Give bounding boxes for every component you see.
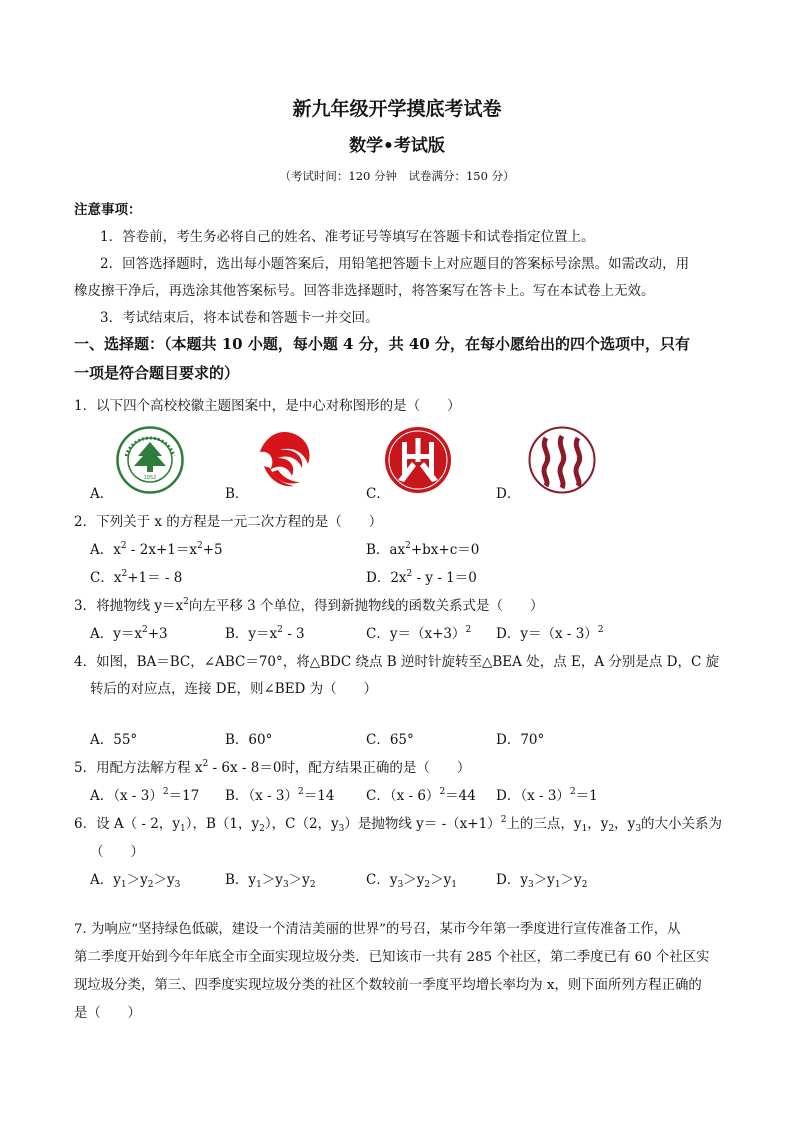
badge-red-swirl-icon xyxy=(250,426,318,494)
question-7-stem: 7. 为响应“坚持绿色低碳，建设一个清洁美丽的世界”的号召，某市今年第一季度进行宣传准备工作，从 xyxy=(74,922,681,937)
exam-subtitle: 数学•考试版 xyxy=(349,136,445,156)
badge-peking-university-icon xyxy=(384,426,452,494)
q4-option-b: B．60° xyxy=(225,732,273,748)
exam-title: 新九年级开学摸底考试卷 xyxy=(292,98,502,120)
q6-option-a: A．$y_1>y_2>y_3$ xyxy=(90,872,181,890)
q6-option-d: D．$y_3>y_1>y_2$ xyxy=(496,872,588,890)
q2-option-c: C．$x^2+1= - 8$ xyxy=(90,569,183,586)
q1-option-d: D． xyxy=(496,486,521,502)
badge-flame-icon xyxy=(528,426,596,494)
question-1-stem: 1．以下四个高校校徽主题图案中，是中心对称图形的是（ ） xyxy=(74,398,461,414)
exam-meta: （考试时间：120 分钟 试卷满分：150 分） xyxy=(279,169,515,183)
notice-item-2-cont: 橡皮擦干净后，再选涂其他答案标号。回答非选择题时，将答案写在答卡上。写在本试卷上无效。 xyxy=(74,283,655,299)
q6-option-c: C．$y_3>y_2>y_1$ xyxy=(366,872,457,890)
q2-option-a: A．$x^2 - 2x+1=x^2+5$ xyxy=(90,541,223,558)
notice-item-1: 1．答卷前，考生务必将自己的姓名、准考证号等填写在答题卡和试卷指定位置上。 xyxy=(100,229,595,245)
q2-option-b: B．$ax^2+bx+c=0$ xyxy=(366,541,480,558)
q6-option-b: B．$y_1>y_3>y_2$ xyxy=(225,872,316,890)
question-3-stem: 3．将抛物线 $y=x^2$向左平移 3 个单位，得到新抛物线的函数关系式是（ ） xyxy=(74,597,544,614)
q2-option-d: D．$2x^2 - y - 1=0$ xyxy=(366,569,477,586)
q4-option-d: D．70° xyxy=(496,732,545,748)
question-2-stem: 2．下列关于 x 的方程是一元二次方程的是（ ） xyxy=(74,514,383,530)
badge-year: 1952 xyxy=(143,475,157,481)
notice-item-2: 2．回答选择题时，选出每小题答案后，用铅笔把答题卡上对应题目的答案标号涂黑。如需改动，用 xyxy=(100,256,690,272)
q1-option-a: A． xyxy=(90,486,114,502)
q1-option-c: C． xyxy=(366,486,390,502)
question-6-stem: 6．设 A（ - 2，$y_1$），B（1，$y_2$），C（2，$y_3$）是抛物线 $y= -(x+1)^2$上的三点，$y_1$，$y_2$，$y_3$的大小关系为 xyxy=(74,815,723,834)
badge-forestry-university-icon xyxy=(116,426,184,494)
question-4-stem: 4．如图，BA＝BC，∠ABC＝70°，将△BDC 绕点 B 逆时针旋转至△BEA 处，点 E，A 分别是点 D，C 旋 xyxy=(74,654,720,670)
question-6-paren: （ ） xyxy=(90,844,144,860)
q3-option-c: C．$y=(x+3)^2$ xyxy=(366,625,472,642)
notice-heading: 注意事项： xyxy=(74,202,142,218)
section-heading: 一、选择题：（本题共 10 小题，每小题 4 分，共 40 分，在每小愿给出的四个选项中，只有 xyxy=(74,335,691,353)
q5-option-b: B．（x - 3）$^2$＝14 xyxy=(225,787,335,804)
section-heading-cont: 一项是符合题目要求的） xyxy=(74,364,240,382)
q5-option-c: C．（x - 6）$^2$＝44 xyxy=(366,787,476,804)
question-7-stem-4: 是（ ） xyxy=(74,1006,141,1021)
q5-option-d: D．（x - 3）$^2$＝1 xyxy=(496,787,598,804)
q3-option-d: D．y＝（x - 3）$^2$ xyxy=(496,625,604,642)
question-7-stem-2: 第二季度开始到今年年底全市全面实现垃圾分类．已知该市一共有 285 个社区，第二季度已有 60 个社区实 xyxy=(74,950,710,965)
q3-option-b: B．$y=x^2 - 3$ xyxy=(225,625,305,642)
notice-item-3: 3．考试结束后，将本试卷和答题卡一并交回。 xyxy=(100,310,379,326)
question-5-stem: 5．用配方法解方程 $x^2 - 6x - 8=0$时，配方结果正确的是（ ） xyxy=(74,759,471,776)
q4-option-a: A．55° xyxy=(90,732,138,748)
q4-option-c: C．65° xyxy=(366,732,414,748)
q1-option-b: B． xyxy=(225,486,249,502)
q5-option-a: A．（x - 3）$^2$＝17 xyxy=(90,787,200,804)
q3-option-a: A．$y=x^2+3$ xyxy=(90,625,168,642)
question-4-stem-cont: 转后的对应点，连接 DE，则∠BED 为（ ） xyxy=(90,681,378,697)
question-7-stem-3: 现垃圾分类，第三、四季度实现垃圾分类的社区个数较前一季度平均增长率均为 x，则下面所列方程正确的 xyxy=(74,978,702,993)
